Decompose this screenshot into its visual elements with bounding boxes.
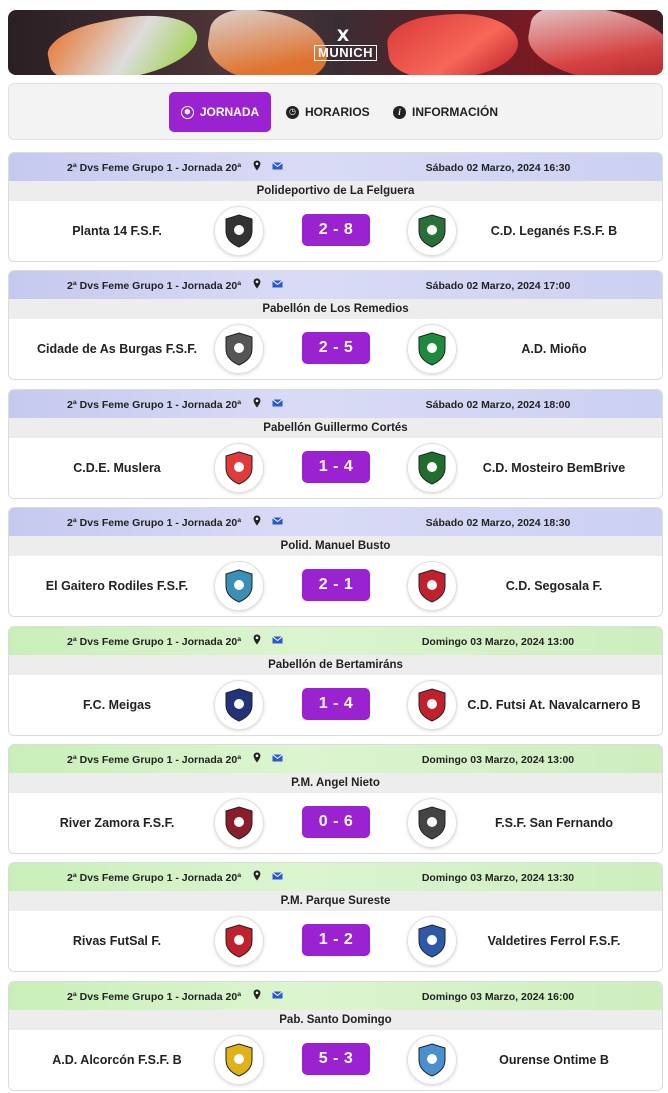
match-score[interactable]: 2 - 1 [302,569,370,601]
away-team-crest[interactable] [407,206,457,256]
home-team-crest[interactable] [214,443,264,493]
match-score[interactable]: 1 - 4 [302,688,370,720]
home-team-crest[interactable] [214,206,264,256]
venue-name: P.M. Parque Sureste [9,891,662,911]
match-header [9,271,662,299]
competition-label: 2ª Dvs Feme Grupo 1 - Jornada 20ª [67,162,242,174]
location-pin-icon[interactable] [253,515,261,526]
competition-label: 2ª Dvs Feme Grupo 1 - Jornada 20ª [67,517,242,529]
tab-bar [8,83,663,140]
venue-name: Pabellón de Bertamiráns [9,655,662,675]
away-team-crest[interactable] [407,324,457,374]
shield-icon [417,688,447,722]
match-datetime: Domingo 03 Marzo, 2024 13:30 [421,872,575,884]
soccer-ball-icon: ⬢ [181,106,194,119]
match-score[interactable]: 1 - 2 [302,924,370,956]
match-row [9,675,662,736]
venue-name: Pab. Santo Domingo [9,1010,662,1030]
shield-icon [224,214,254,248]
competition-label: 2ª Dvs Feme Grupo 1 - Jornada 20ª [67,754,242,766]
away-team-crest[interactable] [407,1035,457,1085]
away-team-name[interactable]: A.D. Mioño [521,341,587,356]
match-header [9,627,662,655]
shield-icon [417,924,447,958]
match-score[interactable]: 2 - 5 [302,332,370,364]
envelope-icon[interactable] [272,280,283,288]
match-card[interactable] [8,270,663,380]
match-datetime: Domingo 03 Marzo, 2024 16:00 [421,991,575,1003]
match-score[interactable]: 1 - 4 [302,451,370,483]
shield-icon [417,451,447,485]
envelope-icon[interactable] [272,399,283,407]
brand-logo: X MUNICH [314,28,372,62]
sponsor-banner[interactable] [8,10,663,75]
match-score[interactable]: 5 - 3 [302,1043,370,1075]
match-header [9,863,662,891]
location-pin-icon[interactable] [253,989,261,1000]
match-row [9,438,662,499]
venue-name: Pabellón de Los Remedios [9,299,662,319]
shoe-image [43,10,202,75]
match-card[interactable] [8,744,663,854]
match-score[interactable]: 0 - 6 [302,806,370,838]
home-team-name[interactable]: Rivas FutSal F. [72,933,162,948]
home-team-name[interactable]: Cidade de As Burgas F.S.F. [37,341,197,356]
shield-icon [224,569,254,603]
match-row [9,556,662,617]
venue-name: P.M. Angel Nieto [9,773,662,793]
away-team-name[interactable]: F.S.F. San Fernando [494,815,614,830]
tab-jornada[interactable]: ⬢ JORNADA [169,92,271,132]
shoe-image [523,10,663,75]
home-team-crest[interactable] [214,798,264,848]
competition-label: 2ª Dvs Feme Grupo 1 - Jornada 20ª [67,636,242,648]
shield-icon [417,1043,447,1077]
match-datetime: Domingo 03 Marzo, 2024 13:00 [421,754,575,766]
shield-icon [417,806,447,840]
match-datetime: Sábado 02 Marzo, 2024 17:00 [425,280,571,292]
competition-label: 2ª Dvs Feme Grupo 1 - Jornada 20ª [67,280,242,292]
match-card[interactable] [8,152,663,262]
away-team-crest[interactable] [407,916,457,966]
match-row [9,1030,662,1091]
location-pin-icon[interactable] [253,634,261,645]
envelope-icon[interactable] [272,162,283,170]
envelope-icon[interactable] [272,872,283,880]
location-pin-icon[interactable] [253,397,261,408]
match-card[interactable] [8,507,663,617]
home-team-crest[interactable] [214,680,264,730]
away-team-name[interactable]: C.D. Leganés F.S.F. B [490,223,618,238]
shield-icon [417,569,447,603]
match-score[interactable]: 2 - 8 [302,214,370,246]
home-team-name[interactable]: C.D.E. Muslera [73,460,161,475]
away-team-name[interactable]: C.D. Futsi At. Navalcarnero B [467,697,641,712]
location-pin-icon[interactable] [253,752,261,763]
away-team-name[interactable]: C.D. Segosala F. [505,578,603,593]
tab-horarios[interactable]: ◷ HORARIOS [286,92,370,132]
away-team-name[interactable]: C.D. Mosteiro BemBrive [482,460,626,475]
match-card[interactable] [8,981,663,1091]
match-row [9,319,662,380]
shoe-image [204,10,333,75]
away-team-crest[interactable] [407,680,457,730]
away-team-name[interactable]: Valdetires Ferrol F.S.F. [487,933,621,948]
shield-icon [224,688,254,722]
clock-icon: ◷ [286,106,299,119]
venue-name: Polideportivo de La Felguera [9,181,662,201]
shield-icon [224,806,254,840]
away-team-name[interactable]: Ourense Ontime B [499,1052,609,1067]
envelope-icon[interactable] [272,636,283,644]
home-team-name[interactable]: Planta 14 F.S.F. [72,223,162,238]
competition-label: 2ª Dvs Feme Grupo 1 - Jornada 20ª [67,399,242,411]
match-header [9,508,662,536]
shield-icon [224,332,254,366]
competition-label: 2ª Dvs Feme Grupo 1 - Jornada 20ª [67,991,242,1003]
home-team-crest[interactable] [214,324,264,374]
tab-informacion[interactable]: i INFORMACIÓN [393,92,498,132]
match-header [9,390,662,418]
location-pin-icon[interactable] [253,160,261,171]
match-datetime: Domingo 03 Marzo, 2024 13:00 [421,636,575,648]
home-team-name[interactable]: F.C. Meigas [82,697,152,712]
match-header [9,982,662,1010]
location-pin-icon[interactable] [253,278,261,289]
home-team-name[interactable]: River Zamora F.S.F. [59,815,175,830]
home-team-crest[interactable] [214,916,264,966]
match-header [9,153,662,181]
away-team-crest[interactable] [407,798,457,848]
location-pin-icon[interactable] [253,870,261,881]
shield-icon [417,332,447,366]
home-team-crest[interactable] [214,1035,264,1085]
match-row [9,201,662,262]
shield-icon [417,214,447,248]
shield-icon [224,924,254,958]
home-team-name[interactable]: A.D. Alcorcón F.S.F. B [52,1052,182,1067]
away-team-crest[interactable] [407,561,457,611]
home-team-crest[interactable] [214,561,264,611]
match-datetime: Sábado 02 Marzo, 2024 16:30 [425,162,571,174]
shield-icon [224,1043,254,1077]
shield-icon [224,451,254,485]
away-team-crest[interactable] [407,443,457,493]
envelope-icon[interactable] [272,517,283,525]
venue-name: Polid. Manuel Busto [9,536,662,556]
match-header [9,745,662,773]
envelope-icon[interactable] [272,754,283,762]
shoe-image [385,10,521,75]
match-row [9,911,662,972]
home-team-name[interactable]: El Gaitero Rodiles F.S.F. [45,578,189,593]
match-card[interactable] [8,389,663,499]
competition-label: 2ª Dvs Feme Grupo 1 - Jornada 20ª [67,872,242,884]
match-row [9,793,662,854]
match-datetime: Sábado 02 Marzo, 2024 18:00 [425,399,571,411]
envelope-icon[interactable] [272,991,283,999]
match-card[interactable] [8,626,663,736]
match-card[interactable] [8,862,663,972]
match-datetime: Sábado 02 Marzo, 2024 18:30 [425,517,571,529]
info-icon: i [393,106,406,119]
venue-name: Pabellón Guillermo Cortés [9,418,662,438]
